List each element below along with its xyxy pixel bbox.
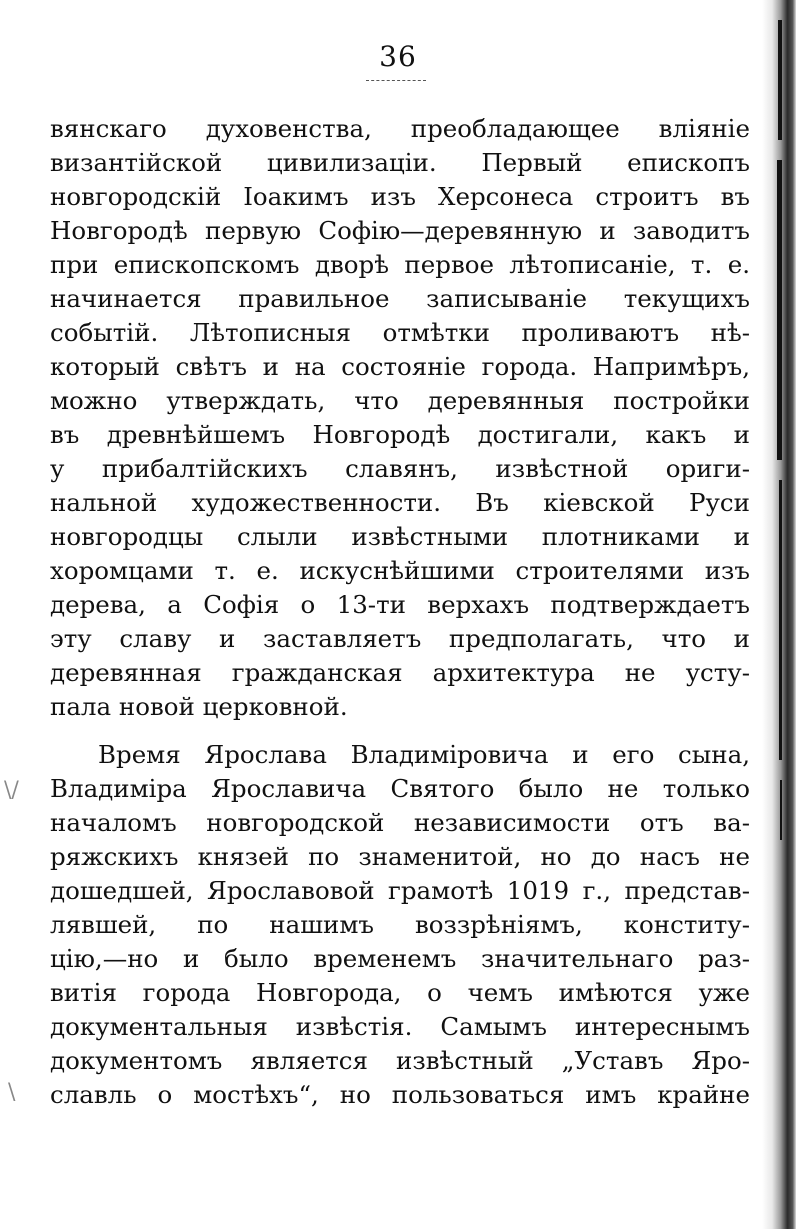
binding-mark (778, 20, 782, 140)
text-line: событій. Лѣтописныя отмѣтки проливаютъ нѣ- (50, 318, 750, 347)
page-edge-shadow (762, 0, 796, 1229)
binding-mark (780, 780, 782, 840)
binding-mark (777, 160, 782, 460)
text-line: лявшей, по нашимъ воззрѣніямъ, конститу- (50, 910, 750, 939)
text-line: документомъ является извѣстный „Уставъ Яро- (50, 1046, 750, 1075)
text-line: цію,—но и было временемъ значительнаго раз- (50, 944, 750, 973)
text-line: ряжскихъ князей по знаменитой, но до насъ не (50, 842, 750, 871)
page-number-underline (366, 80, 426, 81)
text-line: эту славу и заставляетъ предполагать, что и (50, 624, 750, 653)
text-line: славль о мостѣхъ“, но пользоваться имъ крайне (50, 1080, 750, 1109)
text-line: начинается правильное записываніе текущихъ (50, 284, 750, 313)
text-line: византійской цивилизаціи. Первый епископъ (50, 148, 750, 177)
margin-tick: \/ (4, 778, 19, 803)
text-line: дошедшей, Ярославовой грамотѣ 1019 г., представ- (50, 876, 750, 905)
text-line: витія города Новгорода, о чемъ имѣются уже (50, 978, 750, 1007)
text-line: можно утверждать, что деревянныя постройки (50, 386, 750, 415)
text-line: началомъ новгородской независимости отъ ва- (50, 808, 750, 837)
text-line: Новгородѣ первую Софію—деревянную и заводитъ (50, 216, 750, 245)
text-line: дерева, а Софія о 13-ти верхахъ подтверждаетъ (50, 590, 750, 619)
text-line: пала новой церковной. (50, 692, 348, 721)
text-line: документальныя извѣстія. Самымъ интереснымъ (50, 1012, 750, 1041)
text-line: хоромцами т. е. искуснѣйшими строителями изъ (50, 556, 750, 585)
text-line: деревянная гражданская архитектура не усту- (50, 658, 750, 687)
margin-tick: \ (8, 1080, 16, 1105)
text-line: который свѣтъ и на состояніе города. Напримѣръ, (50, 352, 750, 381)
text-line: при епископскомъ дворѣ первое лѣтописаніе, т. е. (50, 250, 750, 279)
text-line: Владиміра Ярославича Святого было не только (50, 774, 750, 803)
text-line: новгородцы слыли извѣстными плотниками и (50, 522, 750, 551)
binding-mark (779, 480, 782, 760)
text-line: Время Ярослава Владиміровича и его сына, (98, 740, 750, 769)
text-line: новгородскій Іоакимъ изъ Херсонеса строитъ въ (50, 182, 750, 211)
text-line: нальной художественности. Въ кіевской Руси (50, 488, 750, 517)
text-line: въ древнѣйшемъ Новгородѣ достигали, какъ и (50, 420, 750, 449)
text-line: вянскаго духовенства, преобладающее вліяніе (50, 114, 750, 143)
page-number: 36 (379, 40, 417, 73)
text-line: у прибалтійскихъ славянъ, извѣстной ориги- (50, 454, 750, 483)
